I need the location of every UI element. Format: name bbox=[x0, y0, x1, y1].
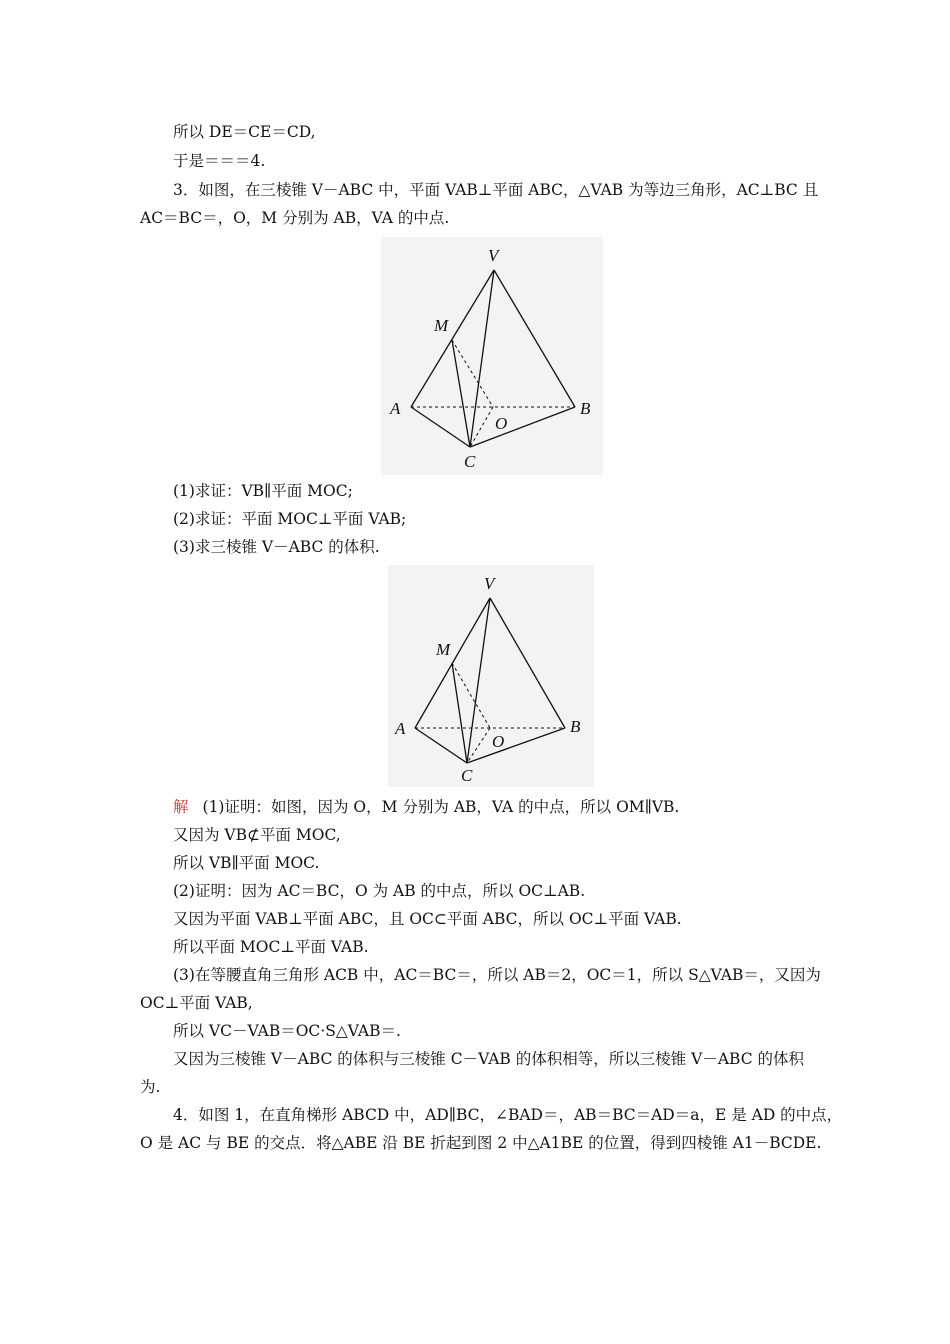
label-b: B bbox=[580, 399, 591, 418]
label-m-2: M bbox=[436, 640, 451, 659]
problem-4-line-2: O 是 AC 与 BE 的交点．将△ABE 沿 BE 折起到图 2 中△A1BE 的位置，得到四棱锥 A1－BCDE. bbox=[140, 1134, 822, 1152]
label-b-2: B bbox=[570, 717, 581, 736]
label-a-2: A bbox=[395, 719, 406, 738]
problem-3-line-1: 3．如图，在三棱锥 V－ABC 中，平面 VAB⊥平面 ABC，△VAB 为等边三角形，AC⊥BC 且 bbox=[173, 181, 819, 199]
solution-line-6: 所以平面 MOC⊥平面 VAB. bbox=[173, 938, 369, 956]
problem-4-line-1: 4．如图 1，在直角梯形 ABCD 中，AD∥BC，∠BAD＝，AB＝BC＝AD＝a，E 是 AD 的中点， bbox=[173, 1106, 843, 1124]
text-line-2: 于是＝＝＝4. bbox=[173, 152, 266, 170]
label-v: V bbox=[488, 246, 499, 265]
label-c: C bbox=[464, 452, 476, 471]
question-2: (2)求证：平面 MOC⊥平面 VAB; bbox=[173, 510, 407, 528]
solution-label: 解 bbox=[173, 798, 189, 816]
solution-line-3: 所以 VB∥平面 MOC. bbox=[173, 854, 320, 872]
label-a: A bbox=[390, 399, 401, 418]
text-line-1: 所以 DE＝CE＝CD, bbox=[173, 123, 316, 141]
solution-line-10: 又因为三棱锥 V－ABC 的体积与三棱锥 C－VAB 的体积相等，所以三棱锥 V－ABC 的体积 bbox=[173, 1050, 804, 1068]
pyramid-figure-2 bbox=[388, 565, 594, 787]
pyramid-figure-1 bbox=[381, 237, 603, 475]
solution-line-11: 为. bbox=[140, 1078, 161, 1096]
label-o: O bbox=[495, 414, 508, 433]
question-3: (3)求三棱锥 V－ABC 的体积. bbox=[173, 538, 380, 556]
solution-text-1: (1)证明：如图，因为 O，M 分别为 AB，VA 的中点，所以 OM∥VB. bbox=[202, 798, 680, 816]
solution-line-4: (2)证明：因为 AC＝BC，O 为 AB 的中点，所以 OC⊥AB. bbox=[173, 882, 586, 900]
label-c-2: C bbox=[461, 766, 473, 785]
label-v-2: V bbox=[484, 574, 495, 593]
solution-line-2: 又因为 VB⊄平面 MOC, bbox=[173, 826, 341, 844]
solution-line-8: OC⊥平面 VAB, bbox=[140, 994, 253, 1012]
label-m: M bbox=[434, 316, 449, 335]
problem-3-line-2: AC＝BC＝，O，M 分别为 AB，VA 的中点. bbox=[140, 209, 450, 227]
solution-line-9: 所以 VC－VAB＝OC·S△VAB＝. bbox=[173, 1022, 401, 1040]
solution-line-5: 又因为平面 VAB⊥平面 ABC，且 OC⊂平面 ABC，所以 OC⊥平面 VAB. bbox=[173, 910, 682, 928]
solution-line-7: (3)在等腰直角三角形 ACB 中，AC＝BC＝，所以 AB＝2，OC＝1，所以 S△VAB＝，又因为 bbox=[173, 966, 821, 984]
question-1: (1)求证：VB∥平面 MOC; bbox=[173, 482, 353, 500]
label-o-2: O bbox=[492, 732, 505, 751]
solution-line-1 bbox=[173, 797, 679, 817]
